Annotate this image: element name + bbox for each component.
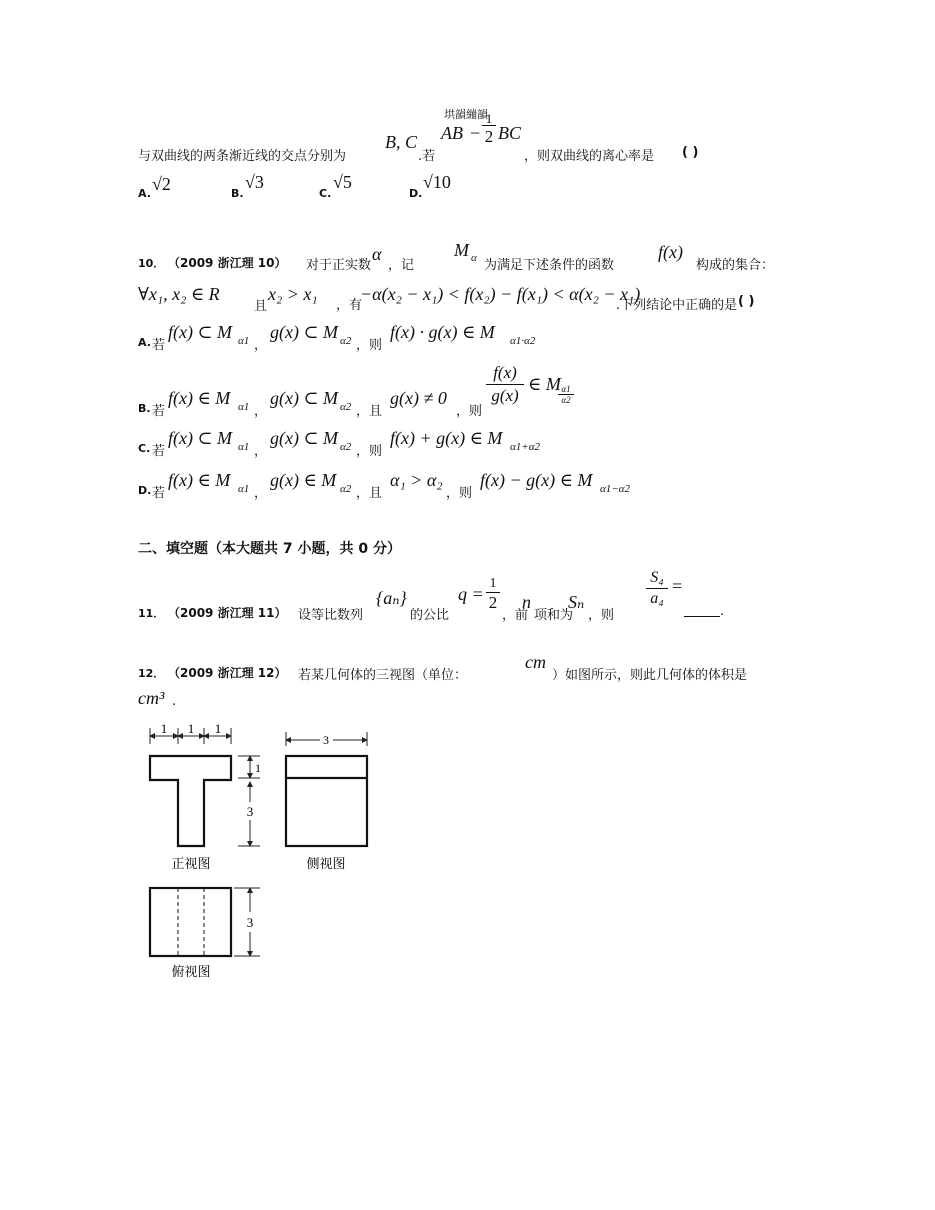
side-view-label: 侧视图 (306, 857, 346, 872)
q10-qie: 且 (254, 299, 268, 314)
q10-text5: .下列结论中正确的是 (616, 298, 738, 313)
q10-source: （2009 浙江理 10） (168, 256, 287, 270)
side-view-shape (286, 756, 367, 846)
side-dim-h1: 1 (255, 761, 261, 775)
q10-opt-d-c3: ，则 (446, 486, 473, 501)
q9-points-bc: B, C (385, 132, 418, 152)
q10-opt-b-s1: α1 (238, 401, 250, 413)
top-view-label: 俯视图 (171, 965, 211, 980)
q10-cond-inequality: −α(x₂ − x₁) < f(x₂) − f(x₁) < α(x₂ − x₁) (360, 284, 641, 304)
top-view-hidden-lines (178, 888, 204, 956)
q9-half-den: 2 (484, 127, 494, 146)
q12-end: . (172, 694, 177, 709)
q10-opt-b-p1: f(x) ∈ M (168, 388, 231, 408)
q9-vector-overlay: 垬韻繃韻 (444, 108, 488, 121)
q12-unit2: cm³ (138, 688, 165, 708)
q10-opt-d-rs: α1−α2 (600, 483, 630, 495)
q10-opt-b-p3: g(x) ≠ 0 (390, 388, 447, 408)
q11-equals: = (672, 576, 683, 596)
q10-text1: 对于正实数 (306, 258, 372, 273)
q9-vector-ab: AB (441, 123, 463, 143)
q10-alpha: α (372, 244, 382, 264)
q10-opt-c-letter: C. (138, 442, 151, 455)
front-view-t-shape (150, 756, 231, 846)
q10-text4: 构成的集合： (696, 258, 775, 273)
q10-opt-d-p3: α₁ > α₂ (390, 470, 443, 490)
q11-sequence: {aₙ} (376, 588, 407, 608)
q12-text2: ）如图所示，则此几何体的体积是 (552, 668, 748, 683)
q10-opt-d-letter: D. (138, 484, 152, 497)
q11-q: q = (458, 584, 484, 604)
q10-opt-a-s1: α1 (238, 335, 250, 347)
q10-opt-b-p2: g(x) ⊂ M (270, 388, 339, 408)
q10-opt-c-res: f(x) + g(x) ∈ M (390, 428, 503, 448)
q10-opt-d-c2: ，且 (356, 486, 383, 501)
q10-opt-c-s1: α1 (238, 441, 250, 453)
q11-s4-den: a₄ (650, 590, 664, 607)
side-dim-width: 3 (323, 733, 329, 747)
q10-opt-c-p1: f(x) ⊂ M (168, 428, 233, 448)
q10-opt-c-c2: ，则 (356, 444, 383, 459)
q10-opt-d-c1: ， (254, 486, 268, 501)
q9-option-b-value: √3 (245, 172, 264, 192)
q10-opt-d-s2: α2 (340, 483, 352, 495)
q10-number: 10． (138, 257, 165, 270)
q12-number: 12． (138, 667, 165, 680)
q10-opt-b-fnum: f(x) (493, 363, 517, 382)
q10-opt-a-c1: ， (254, 338, 268, 353)
q9-option-c-value: √5 (333, 172, 352, 192)
q10-opt-a-rs: α1·α2 (510, 335, 536, 347)
q10-you: ，有 (336, 298, 363, 313)
front-dim-1b: 1 (187, 721, 195, 736)
q10-cond-forall: ∀x₁, x₂ ∈ R (138, 284, 220, 304)
q10-opt-a-c2: ，则 (356, 338, 383, 353)
q10-opt-a-s2: α2 (340, 335, 352, 347)
q12-source: （2009 浙江理 12） (168, 666, 287, 680)
q9-option-a-value: √2 (152, 174, 171, 194)
q11-text3: ，前 (502, 608, 529, 623)
q9-option-a-letter: A. (138, 187, 151, 200)
q9-answer-paren: ( ) (682, 145, 699, 160)
q11-s4-num: S₄ (650, 569, 664, 586)
q10-opt-a-letter: A. (138, 336, 151, 349)
q11-source: （2009 浙江理 11） (168, 606, 287, 620)
section-2-title: 二、填空题（本大题共 7 小题，共 0 分） (138, 541, 401, 557)
q9-text-after: ，则双曲线的离心率是 (524, 149, 655, 164)
top-dim-height: 3 (246, 915, 254, 930)
q10-opt-d-s1: α1 (238, 483, 250, 495)
q11-text2: 的公比 (410, 608, 450, 623)
q11-answer-blank[interactable] (684, 606, 720, 621)
q10-opt-c-ruo: 若 (152, 444, 166, 459)
q10-opt-b-c2: ，且 (356, 404, 383, 419)
q10-opt-b-res: ∈ M (528, 374, 561, 394)
q10-opt-d-ruo: 若 (152, 486, 166, 501)
q11-text1: 设等比数列 (298, 608, 364, 623)
q10-opt-a-res: f(x) · g(x) ∈ M (390, 322, 495, 342)
q10-opt-b-fden: g(x) (491, 386, 519, 405)
q10-fx: f(x) (658, 242, 683, 262)
q10-opt-d-p1: f(x) ∈ M (168, 470, 231, 490)
q11-q-den: 2 (488, 593, 498, 612)
q10-opt-b-s2: α2 (340, 401, 352, 413)
q9-option-d-value: √10 (423, 172, 451, 192)
q10-opt-b-rden: α2 (561, 395, 571, 405)
q11-s4-fraction (646, 568, 668, 609)
q11-sn: Sₙ (568, 592, 585, 612)
q10-set-m-sub: α (471, 252, 477, 264)
q11-text4: 项和为 (534, 608, 574, 623)
three-view-figure (138, 718, 388, 988)
q12-text1: 若某几何体的三视图（单位： (298, 668, 468, 683)
q9-option-d-letter: D. (409, 187, 423, 200)
q10-opt-c-p2: g(x) ⊂ M (270, 428, 339, 448)
q10-set-m: M (454, 240, 469, 260)
q10-opt-a-ruo: 若 (152, 338, 166, 353)
q9-text-before: 与双曲线的两条渐近线的交点分别为 (138, 149, 347, 164)
q10-opt-c-s2: α2 (340, 441, 352, 453)
q10-opt-d-res: f(x) − g(x) ∈ M (480, 470, 593, 490)
q10-opt-c-rs: α1+α2 (510, 441, 540, 453)
q10-text2: ，记 (388, 258, 415, 273)
q10-text3: 为满足下述条件的函数 (484, 258, 615, 273)
q11-end: . (720, 604, 725, 619)
q10-opt-b-fraction (486, 362, 524, 407)
q9-option-c-letter: C. (319, 187, 332, 200)
q9-half-num: 1 (485, 111, 493, 126)
q11-text5: ，则 (588, 608, 615, 623)
front-dim-1a: 1 (160, 721, 168, 736)
front-dim-height: 3 (246, 804, 254, 819)
q9-half-fraction (482, 112, 496, 148)
q10-opt-a-p2: g(x) ⊂ M (270, 322, 339, 342)
q10-answer-paren: ( ) (738, 294, 755, 309)
q10-opt-b-rnum: α1 (561, 384, 571, 394)
front-view-label: 正视图 (171, 857, 211, 872)
q9-ruo: .若 (418, 149, 436, 164)
q10-opt-c-c1: ， (254, 444, 268, 459)
q10-opt-a-p1: f(x) ⊂ M (168, 322, 233, 342)
q10-opt-b-letter: B. (138, 402, 151, 415)
q11-q-num: 1 (489, 576, 497, 591)
q11-number: 11． (138, 607, 165, 620)
q9-minus: − (470, 123, 481, 143)
q10-opt-d-p2: g(x) ∈ M (270, 470, 337, 490)
front-dim-1c: 1 (214, 721, 222, 736)
q10-opt-b-sub-fraction (558, 384, 574, 405)
q9-vector-bc: BC (498, 123, 522, 143)
q10-cond-order: x₂ > x₁ (268, 284, 318, 304)
q10-opt-b-ruo: 若 (152, 404, 166, 419)
q9-option-b-letter: B. (231, 187, 244, 200)
q11-n: n (522, 592, 531, 612)
q11-q-fraction (486, 576, 500, 613)
top-view-shape (150, 888, 231, 956)
q10-opt-b-c3: ，则 (456, 404, 483, 419)
q10-opt-b-c1: ， (254, 404, 268, 419)
q12-unit: cm (525, 652, 546, 672)
